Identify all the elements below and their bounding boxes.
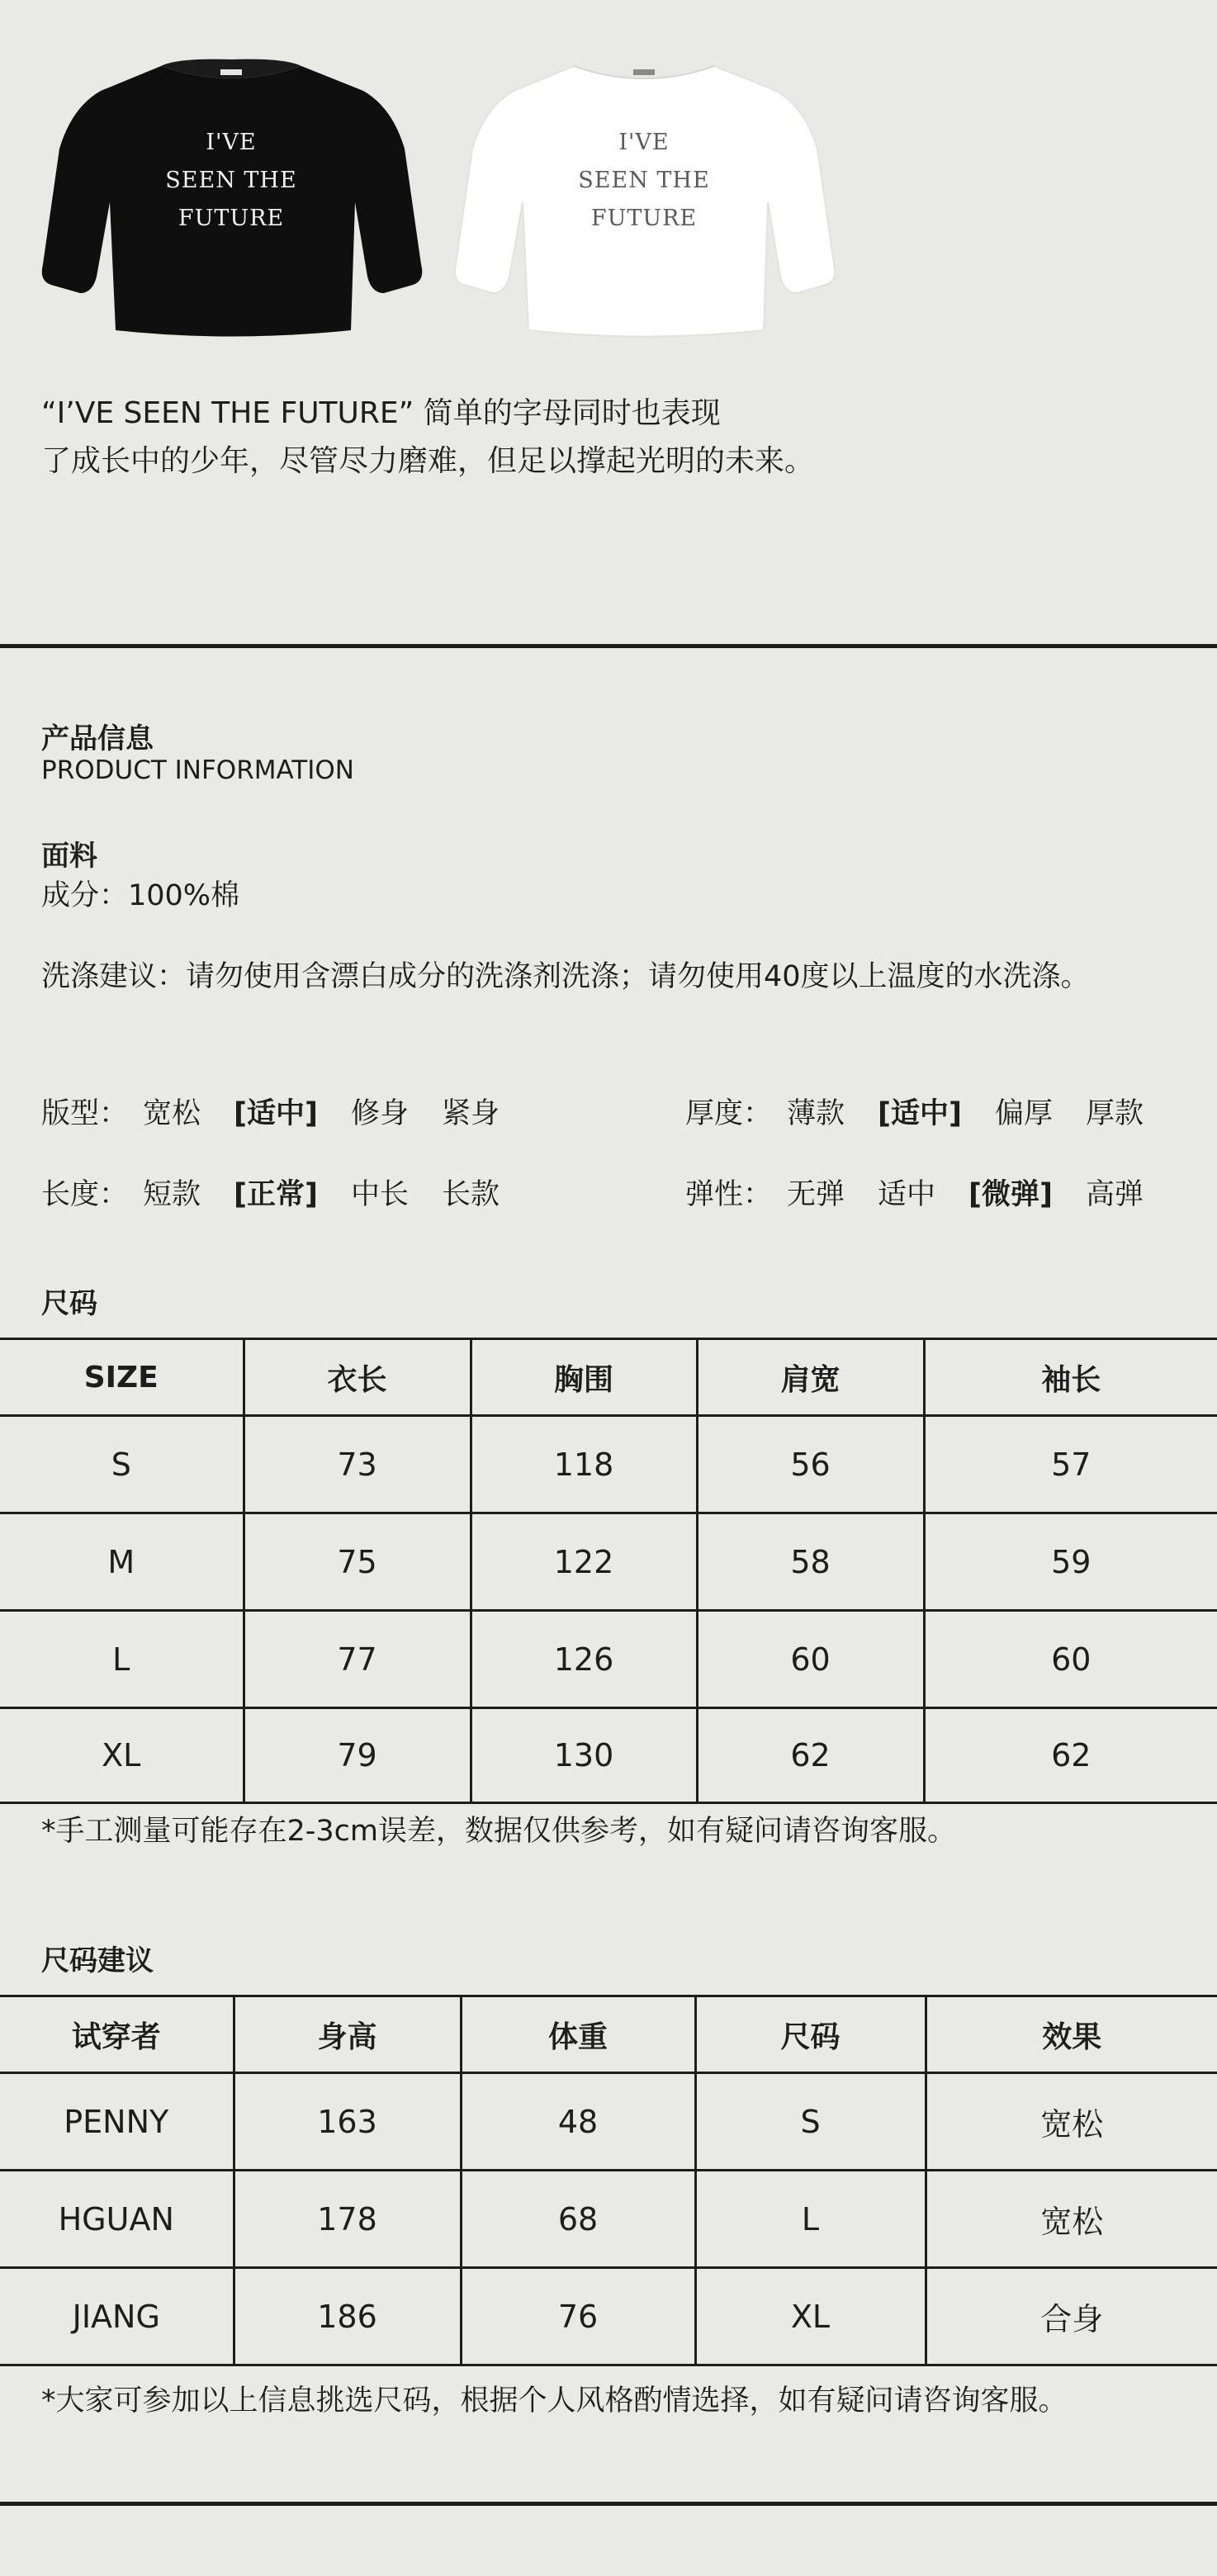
print-line: FUTURE <box>590 206 698 231</box>
length-option: 中长 <box>351 1178 410 1211</box>
table-row <box>0 1708 1217 1803</box>
header-cell: 试穿者 <box>0 1996 234 2073</box>
table-cell: M <box>0 1513 244 1611</box>
table-cell: 130 <box>471 1708 697 1803</box>
fit-option: 紧身 <box>442 1097 500 1130</box>
thickness-label: 厚度： <box>685 1097 773 1130</box>
table-row <box>0 2171 1217 2268</box>
table-cell: 186 <box>234 2268 461 2365</box>
header-cell: 肩宽 <box>697 1339 924 1416</box>
table-cell: 合身 <box>926 2268 1217 2365</box>
table-cell: 118 <box>471 1416 697 1513</box>
header-cell: 尺码 <box>695 1996 926 2073</box>
table-cell: 62 <box>924 1708 1217 1803</box>
thickness-row <box>685 1096 1177 1132</box>
table-cell: 77 <box>244 1611 471 1708</box>
thickness-option: 薄款 <box>787 1097 845 1130</box>
length-option: 短款 <box>143 1178 201 1211</box>
table-cell: 58 <box>697 1513 924 1611</box>
table-row <box>0 2073 1217 2171</box>
thickness-option: 厚款 <box>1086 1097 1144 1130</box>
fit-option: 修身 <box>351 1097 410 1130</box>
table-cell: 79 <box>244 1708 471 1803</box>
white-shirt-image <box>450 58 838 343</box>
table-cell: 126 <box>471 1611 697 1708</box>
length-option: 长款 <box>442 1178 500 1211</box>
header-cell: SIZE <box>0 1339 244 1416</box>
composition-text: 成分：100%棉 <box>41 879 240 912</box>
table-row <box>0 1611 1217 1708</box>
header-cell: 衣长 <box>244 1339 471 1416</box>
table-cell: L <box>695 2171 926 2268</box>
divider <box>0 2502 1217 2506</box>
table-cell: S <box>695 2073 926 2171</box>
table-cell: 75 <box>244 1513 471 1611</box>
table-cell: XL <box>695 2268 926 2365</box>
elasticity-option-selected: [微弹] <box>968 1178 1054 1211</box>
table-row <box>0 1416 1217 1513</box>
table-cell: 60 <box>924 1611 1217 1708</box>
print-line: I'VE <box>618 130 670 155</box>
fit-label: 版型： <box>41 1097 129 1130</box>
table-cell: 48 <box>461 2073 695 2171</box>
elasticity-row <box>685 1177 1177 1213</box>
size-chart-header-row <box>0 1339 1217 1416</box>
white-shirt-print <box>450 124 838 238</box>
header-cell: 胸围 <box>471 1339 697 1416</box>
table-cell: S <box>0 1416 244 1513</box>
print-line: SEEN THE <box>165 168 297 193</box>
thickness-option-selected: [适中] <box>878 1097 963 1130</box>
intro-line: “I’VE SEEN THE FUTURE” 简单的字母同时也表现 <box>41 396 721 430</box>
elasticity-option: 适中 <box>878 1178 936 1211</box>
size-chart-table <box>0 1338 1217 1804</box>
size-chart-heading: 尺码 <box>41 1287 97 1320</box>
table-cell: 122 <box>471 1513 697 1611</box>
size-advice-note: *大家可参加以上信息挑选尺码，根据个人风格酌情选择，如有疑问请咨询客服。 <box>41 2384 1068 2417</box>
table-cell: 163 <box>234 2073 461 2171</box>
size-advice-table <box>0 1995 1217 2366</box>
print-line: FUTURE <box>178 206 285 231</box>
intro-text <box>41 390 933 485</box>
table-cell: 56 <box>697 1416 924 1513</box>
intro-line: 了成长中的少年，尽管尽力磨难，但足以撑起光明的未来。 <box>41 444 815 478</box>
table-cell: 62 <box>697 1708 924 1803</box>
size-advice-heading: 尺码建议 <box>41 1944 154 1977</box>
elasticity-option: 无弹 <box>787 1178 845 1211</box>
table-cell: HGUAN <box>0 2171 234 2268</box>
header-cell: 效果 <box>926 1996 1217 2073</box>
table-cell: 76 <box>461 2268 695 2365</box>
table-cell: 57 <box>924 1416 1217 1513</box>
fit-option-selected: [适中] <box>234 1097 319 1130</box>
table-cell: 73 <box>244 1416 471 1513</box>
elasticity-option: 高弹 <box>1086 1178 1144 1211</box>
table-cell: PENNY <box>0 2073 234 2171</box>
fabric-heading: 面料 <box>41 840 97 873</box>
table-row <box>0 2268 1217 2365</box>
length-row <box>41 1177 533 1213</box>
table-cell: 60 <box>697 1611 924 1708</box>
divider <box>0 644 1217 648</box>
table-cell: 178 <box>234 2171 461 2268</box>
size-chart-note: *手工测量可能存在2-3cm误差，数据仅供参考，如有疑问请咨询客服。 <box>41 1815 957 1848</box>
black-shirt-print <box>37 124 425 238</box>
table-cell: L <box>0 1611 244 1708</box>
product-info-heading-en: PRODUCT INFORMATION <box>41 755 354 785</box>
table-cell: XL <box>0 1708 244 1803</box>
product-info-heading-cn: 产品信息 <box>41 722 154 755</box>
size-advice-header-row <box>0 1996 1217 2073</box>
elasticity-label: 弹性： <box>685 1178 773 1211</box>
header-cell: 袖长 <box>924 1339 1217 1416</box>
thickness-option: 偏厚 <box>995 1097 1054 1130</box>
table-cell: 宽松 <box>926 2171 1217 2268</box>
header-cell: 体重 <box>461 1996 695 2073</box>
length-label: 长度： <box>41 1178 129 1211</box>
black-shirt-image <box>37 58 425 343</box>
table-cell: 59 <box>924 1513 1217 1611</box>
length-option-selected: [正常] <box>234 1178 319 1211</box>
table-cell: JIANG <box>0 2268 234 2365</box>
washing-advice: 洗涤建议：请勿使用含漂白成分的洗涤剂洗涤；请勿使用40度以上温度的水洗涤。 <box>41 960 1090 993</box>
print-line: I'VE <box>206 130 257 155</box>
header-cell: 身高 <box>234 1996 461 2073</box>
table-row <box>0 1513 1217 1611</box>
print-line: SEEN THE <box>578 168 710 193</box>
fit-option: 宽松 <box>143 1097 201 1130</box>
table-cell: 68 <box>461 2171 695 2268</box>
table-cell: 宽松 <box>926 2073 1217 2171</box>
fit-row <box>41 1096 533 1132</box>
